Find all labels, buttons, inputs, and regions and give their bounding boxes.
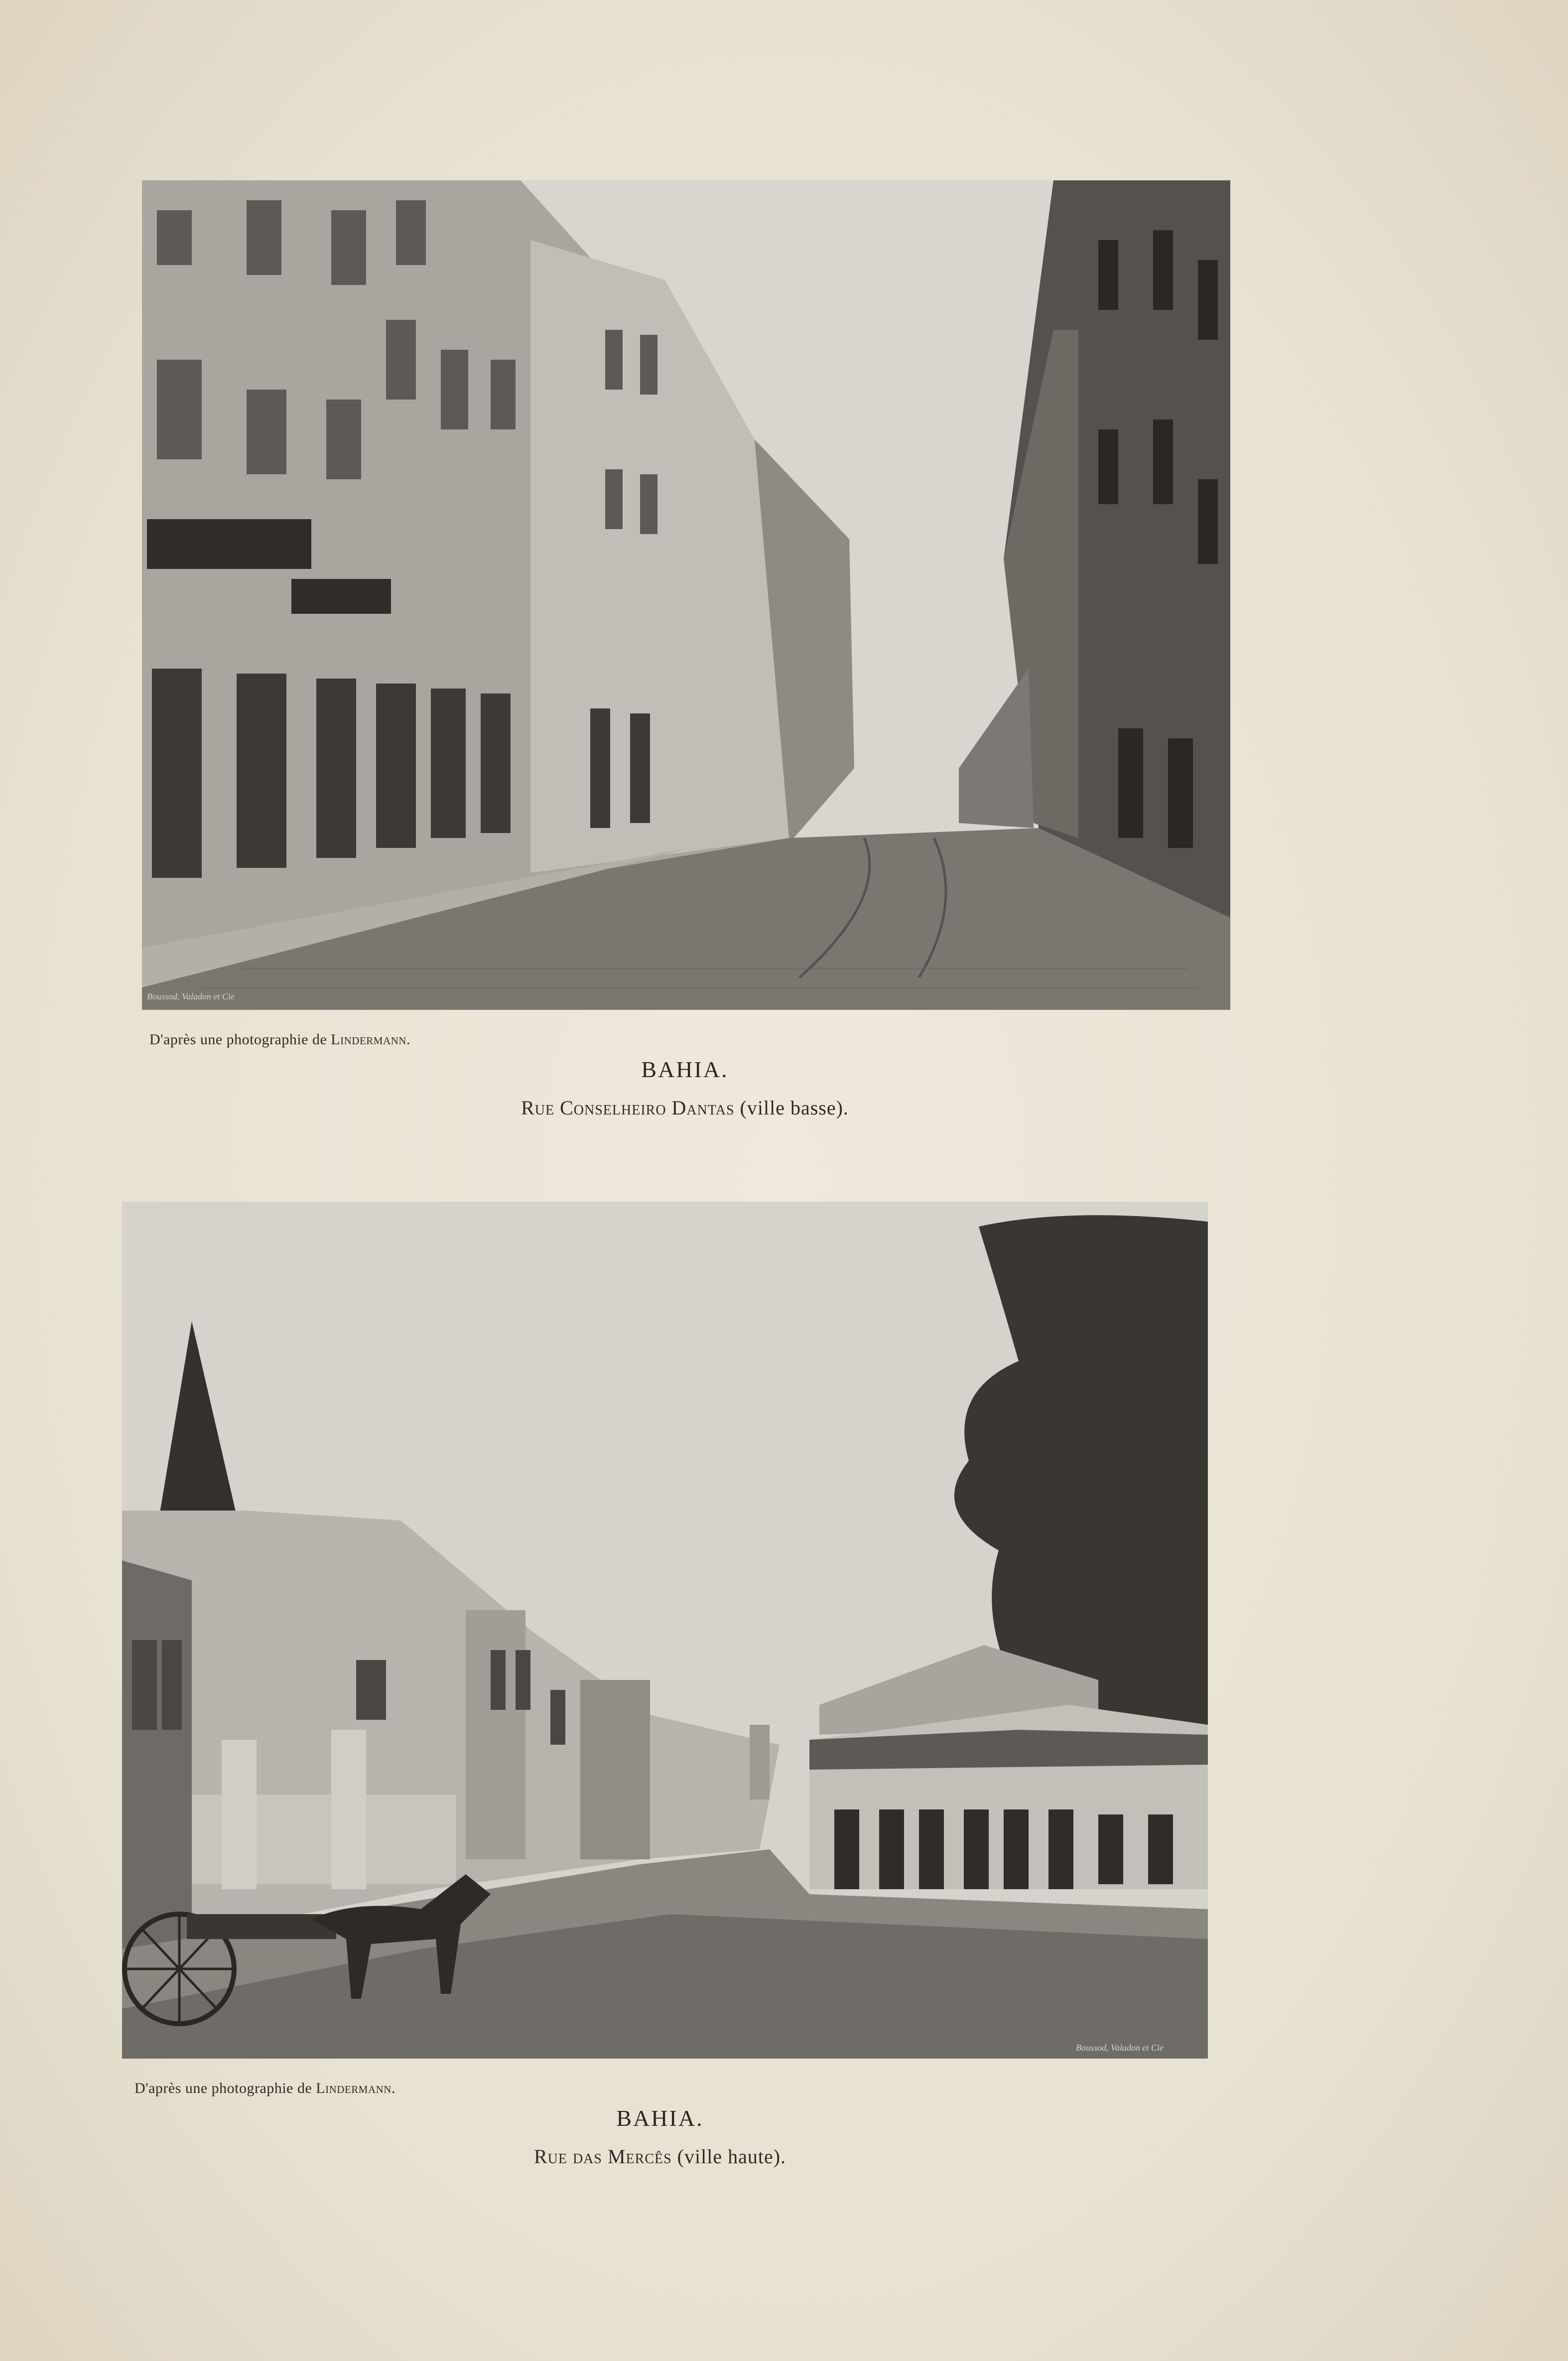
- photo-credit: [134, 2080, 395, 2097]
- credit-name: Lindermann.: [316, 2080, 395, 2096]
- street-photograph-icon: [142, 180, 1230, 1010]
- photo-rue-conselheiro-dantas: [142, 180, 1230, 1010]
- plate-title: BAHIA.: [616, 2105, 704, 2131]
- plate-subtitle: [461, 1096, 909, 1119]
- subtitle-street: Rue Conselheiro Dantas: [521, 1097, 735, 1119]
- subtitle-street: Rue das Mercês: [533, 2145, 672, 2168]
- credit-prefix: D'après une photographie de: [134, 2080, 312, 2096]
- engraver-mark: Boussod, Valadon et Cie: [147, 991, 235, 1001]
- subtitle-note: (ville haute).: [677, 2145, 786, 2168]
- credit-prefix: D'après une photographie de: [149, 1031, 327, 1048]
- photo-rue-das-merces: [122, 1202, 1208, 2059]
- plate-subtitle: [436, 2145, 884, 2168]
- photo-credit: [149, 1031, 410, 1048]
- plate-title: BAHIA.: [641, 1057, 729, 1082]
- credit-name: Lindermann.: [331, 1031, 410, 1048]
- subtitle-note: (ville basse).: [740, 1097, 849, 1119]
- street-photograph-icon: [122, 1202, 1208, 2059]
- engraver-mark: Boussod, Valadon et Cie: [1076, 2043, 1164, 2053]
